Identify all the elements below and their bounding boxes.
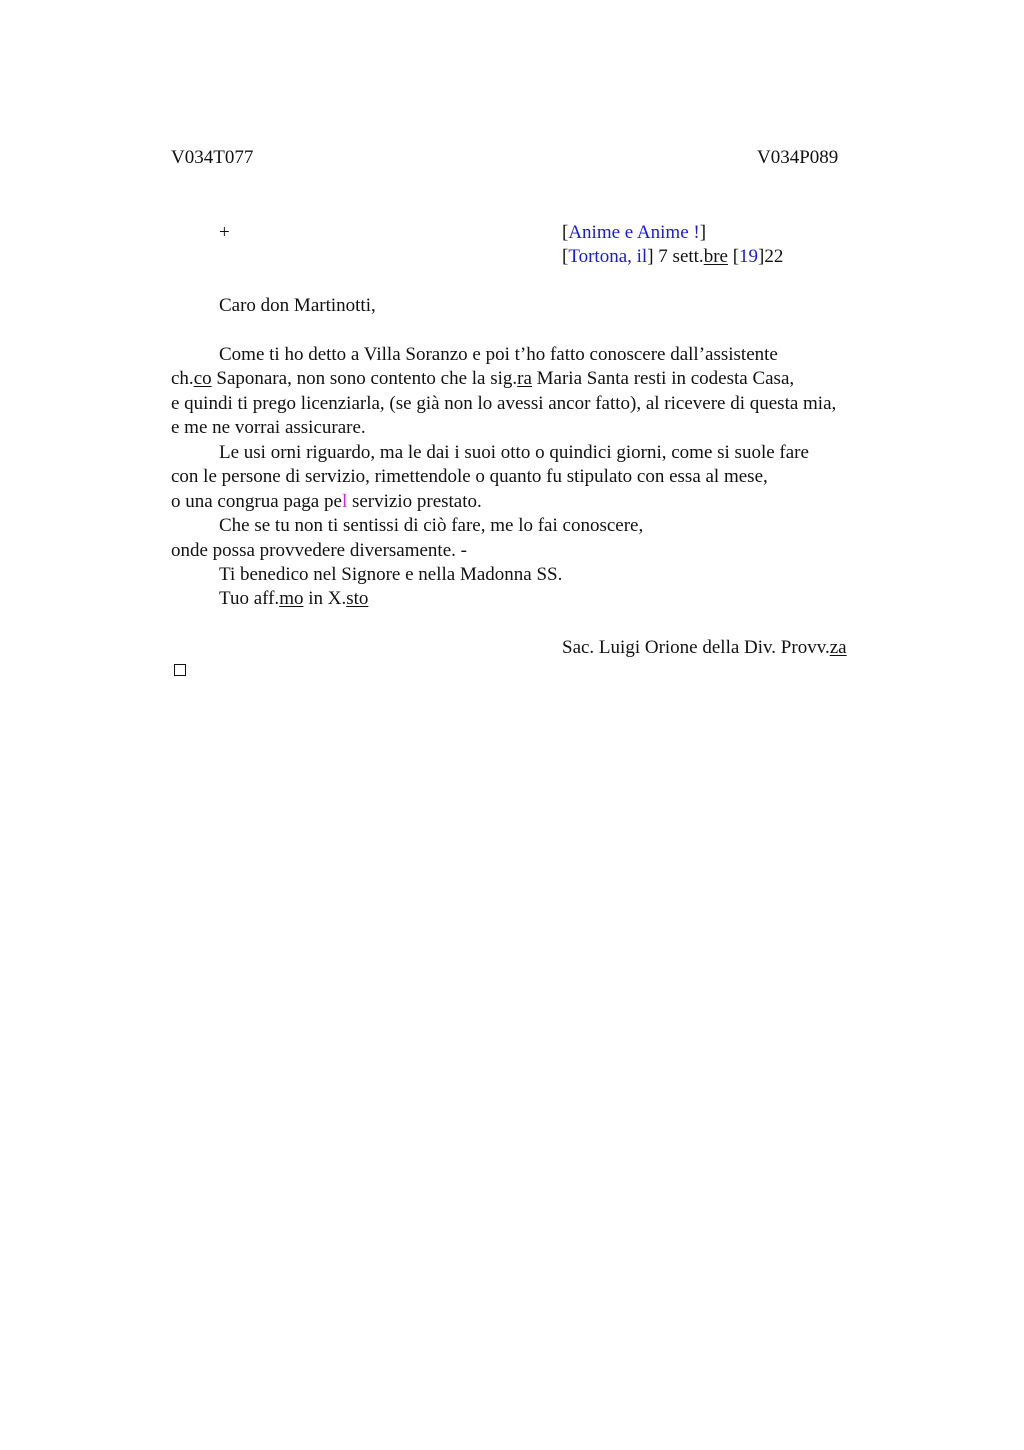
closing-line [219, 587, 368, 611]
signature-text: Sac. Luigi Orione della Div. Provv. [562, 637, 830, 658]
body-line: Le usi orni riguardo, ma le dai i suoi otto o quindici giorni, come si suole fare [219, 442, 809, 463]
year-insert: 19 [739, 246, 759, 267]
body-line: onde possa provvedere diversamente. - [171, 540, 467, 561]
date-abbrev: bre [703, 246, 728, 267]
body-line: Che se tu non ti sentissi di ciò fare, me lo fai conoscere, [219, 515, 644, 536]
bracket-close: ] [699, 222, 707, 243]
text-run: Tuo aff. [219, 588, 280, 609]
bracket-open: [ [562, 246, 569, 267]
bracket-open: [ [562, 222, 569, 243]
place-insert: Tortona, il [568, 246, 648, 267]
document-code-left: V034T077 [171, 147, 254, 168]
body-line [171, 490, 482, 514]
date-text: 7 sett. [653, 246, 704, 267]
text-run: ch. [171, 368, 194, 389]
year-end: ]22 [758, 246, 784, 267]
year-open: [ [727, 246, 740, 267]
bracket-close: ] [647, 246, 654, 267]
place-date-line [562, 245, 783, 269]
body-line: Come ti ho detto a Villa Soranzo e poi t’ho fatto conoscere dall’assistente [219, 344, 778, 365]
end-box-icon [174, 664, 186, 676]
abbrev: mo [279, 588, 304, 609]
body-line: Ti benedico nel Signore e nella Madonna SS. [219, 564, 563, 585]
title-insert: Anime e Anime ! [568, 222, 700, 243]
text-run: o una congrua paga pe [171, 491, 342, 512]
body-line: e me ne vorrai assicurare. [171, 417, 366, 438]
document-code-right: V034P089 [757, 147, 839, 168]
text-run: Saponara, non sono contento che la sig. [211, 368, 518, 389]
body-line: con le persone di servizio, rimettendole o quanto fu stipulato con essa al mese, [171, 466, 768, 487]
text-run: Maria Santa resti in codesta Casa, [531, 368, 795, 389]
signature [562, 636, 847, 660]
letter-title [562, 221, 706, 245]
signature-abbrev: za [829, 637, 847, 658]
text-run: servizio prestato. [347, 491, 482, 512]
cross-symbol: + [219, 222, 230, 243]
salutation: Caro don Martinotti, [219, 295, 376, 316]
text-run: in X. [303, 588, 347, 609]
body-line: e quindi ti prego licenziarla, (se già non lo avessi ancor fatto), al ricevere di questa mia, [171, 393, 837, 414]
correction: l [341, 491, 348, 512]
abbrev: sto [346, 588, 369, 609]
abbrev: co [193, 368, 212, 389]
abbrev: ra [517, 368, 532, 389]
body-line [171, 367, 794, 391]
